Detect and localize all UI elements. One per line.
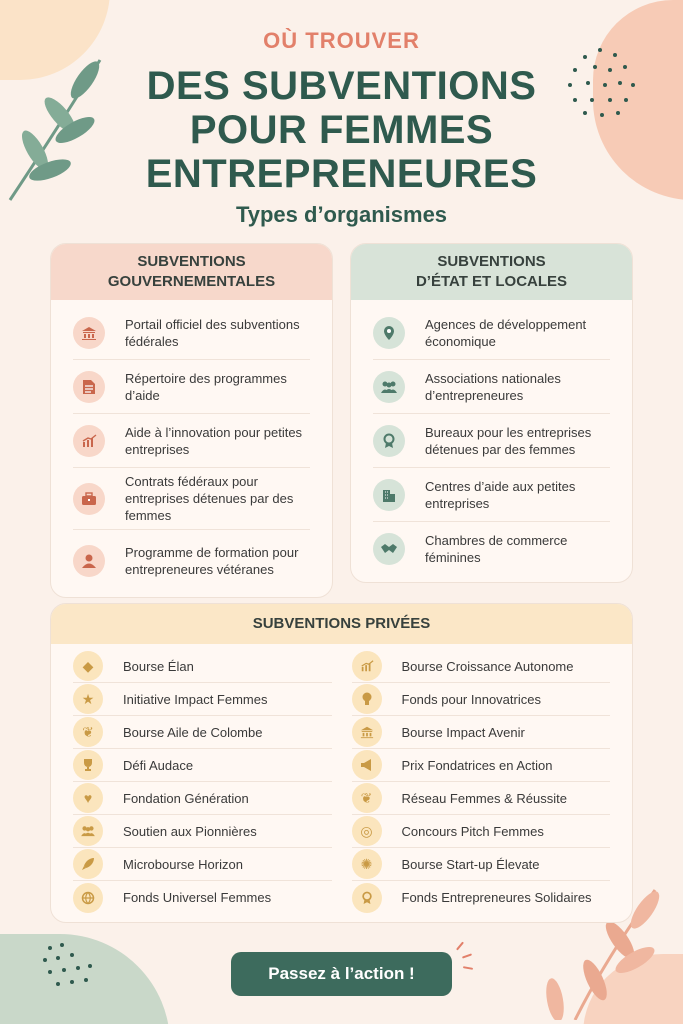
government-grants-card <box>50 243 333 598</box>
lightbulb-icon <box>352 684 382 714</box>
government-grants-list <box>51 300 332 592</box>
card-title-line: SUBVENTIONS <box>437 253 546 270</box>
group-icon <box>373 371 405 403</box>
list-item-label: Soutien aux Pionnières <box>123 823 257 839</box>
list-item-label: Portail officiel des subventions fédérales <box>125 316 300 349</box>
sparkle-icon <box>462 953 472 958</box>
list-item[interactable] <box>352 716 611 749</box>
list-item-label: Fonds pour Innovatrices <box>401 691 541 707</box>
list-item[interactable] <box>73 468 310 530</box>
action-button[interactable]: Passez à l’action ! <box>231 952 452 996</box>
list-item[interactable] <box>73 360 310 414</box>
list-item-label: Centres d’aide aux petites entreprises <box>425 478 576 511</box>
card-title <box>351 244 632 300</box>
page-header <box>0 28 683 196</box>
card-title-line: D’ÉTAT ET LOCALES <box>415 273 568 290</box>
target-icon: ◎ <box>352 816 382 846</box>
list-item-label: Fonds Universel Femmes <box>123 890 272 905</box>
list-item-label: Initiative Impact Femmes <box>123 691 268 707</box>
list-item-label: Bourse Start-up Élevate <box>401 856 540 872</box>
award-icon <box>373 425 405 457</box>
sparkle-icon: ✺ <box>352 849 382 879</box>
list-item-label: Réseau Femmes & Réussite <box>401 790 567 806</box>
state-local-grants-list <box>351 300 632 576</box>
leaf-icon: ❦ <box>73 717 103 747</box>
list-item-label: Microbourse Horizon <box>123 856 243 872</box>
list-item[interactable] <box>373 522 610 576</box>
card-title-line: SUBVENTIONS <box>137 253 246 270</box>
list-item[interactable] <box>73 716 332 749</box>
briefcase-icon <box>73 483 105 515</box>
list-item-label: Chambres de commerce féminines <box>425 533 568 565</box>
card-title <box>51 244 332 300</box>
diamond-icon: ◆ <box>73 651 103 681</box>
list-item-label: Contrats fédéraux pour entreprises détenues par des femmes <box>125 474 294 523</box>
list-item[interactable] <box>73 881 332 914</box>
list-item-label: Fondation Génération <box>123 790 249 806</box>
list-item[interactable] <box>73 414 310 468</box>
globe-icon <box>73 883 103 913</box>
trophy-icon <box>73 750 103 780</box>
list-item[interactable] <box>73 749 332 782</box>
list-item-label: Aide à l’innovation pour petites entreprises <box>125 424 303 457</box>
list-item[interactable] <box>73 815 332 848</box>
list-item-label: Bourse Élan <box>123 658 194 674</box>
building-icon <box>373 479 405 511</box>
list-item[interactable] <box>352 650 611 683</box>
star-icon: ★ <box>73 684 103 714</box>
list-item[interactable] <box>373 414 610 468</box>
list-item[interactable] <box>352 881 611 914</box>
list-item[interactable] <box>373 468 610 522</box>
list-item[interactable] <box>73 683 332 716</box>
bank-icon <box>73 317 105 349</box>
list-item[interactable] <box>73 782 332 815</box>
rocket-icon <box>73 849 103 879</box>
person-icon <box>73 545 105 577</box>
sparkle-icon <box>456 942 464 951</box>
list-item[interactable] <box>73 848 332 881</box>
list-item-label: Bureaux pour les entreprises détenues par des femmes <box>425 424 592 457</box>
list-item-label: Programme de formation pour entrepreneures vétéranes <box>125 545 299 577</box>
heart-icon: ♥ <box>73 783 103 813</box>
leaf-icon: ❦ <box>352 783 382 813</box>
list-item[interactable] <box>73 650 332 683</box>
megaphone-icon <box>352 750 382 780</box>
list-item[interactable] <box>352 683 611 716</box>
list-item[interactable] <box>352 749 611 782</box>
page-kicker: OÙ TROUVER <box>263 28 420 53</box>
state-local-grants-card <box>350 243 633 583</box>
list-item[interactable] <box>373 360 610 414</box>
list-item[interactable] <box>73 530 310 592</box>
document-icon <box>73 371 105 403</box>
section-subtitle: Types d’organismes <box>235 202 448 227</box>
title-line: DES SUBVENTIONS <box>146 64 537 108</box>
award-icon <box>352 883 382 913</box>
handshake-icon <box>373 533 405 565</box>
private-grants-columns <box>51 644 632 914</box>
list-item-label: Agences de développement économique <box>425 316 587 349</box>
card-title-line: GOUVERNEMENTALES <box>107 273 276 290</box>
list-item-label: Prix Fondatrices en Action <box>401 757 553 773</box>
card-title: SUBVENTIONS PRIVÉES <box>51 604 632 644</box>
list-item-label: Bourse Croissance Autonome <box>401 658 574 674</box>
private-grants-card <box>50 603 633 923</box>
dots-pattern-icon <box>40 940 100 990</box>
list-item[interactable] <box>373 306 610 360</box>
location-pin-icon <box>373 317 405 349</box>
list-item[interactable] <box>352 782 611 815</box>
list-item-label: Concours Pitch Femmes <box>401 823 544 839</box>
list-item[interactable] <box>352 848 611 881</box>
private-grants-list-right <box>352 650 611 914</box>
title-line: POUR FEMMES <box>189 108 494 152</box>
list-item[interactable] <box>73 306 310 360</box>
private-grants-list-left <box>73 650 332 914</box>
list-item-label: Fonds Entrepreneures Solidaires <box>401 890 592 905</box>
title-line: ENTREPRENEURES <box>145 152 538 196</box>
chart-icon <box>352 651 382 681</box>
list-item-label: Répertoire des programmes d’aide <box>125 370 287 403</box>
chart-icon <box>73 425 105 457</box>
page-title <box>0 64 683 196</box>
list-item-label: Bourse Impact Avenir <box>401 724 525 740</box>
sparkle-icon <box>463 966 473 970</box>
bank-icon <box>352 717 382 747</box>
list-item-label: Bourse Aile de Colombe <box>123 724 263 740</box>
list-item-label: Défi Audace <box>123 757 194 773</box>
list-item[interactable] <box>352 815 611 848</box>
group-icon <box>73 816 103 846</box>
list-item-label: Associations nationales d’entrepreneures <box>425 370 561 403</box>
